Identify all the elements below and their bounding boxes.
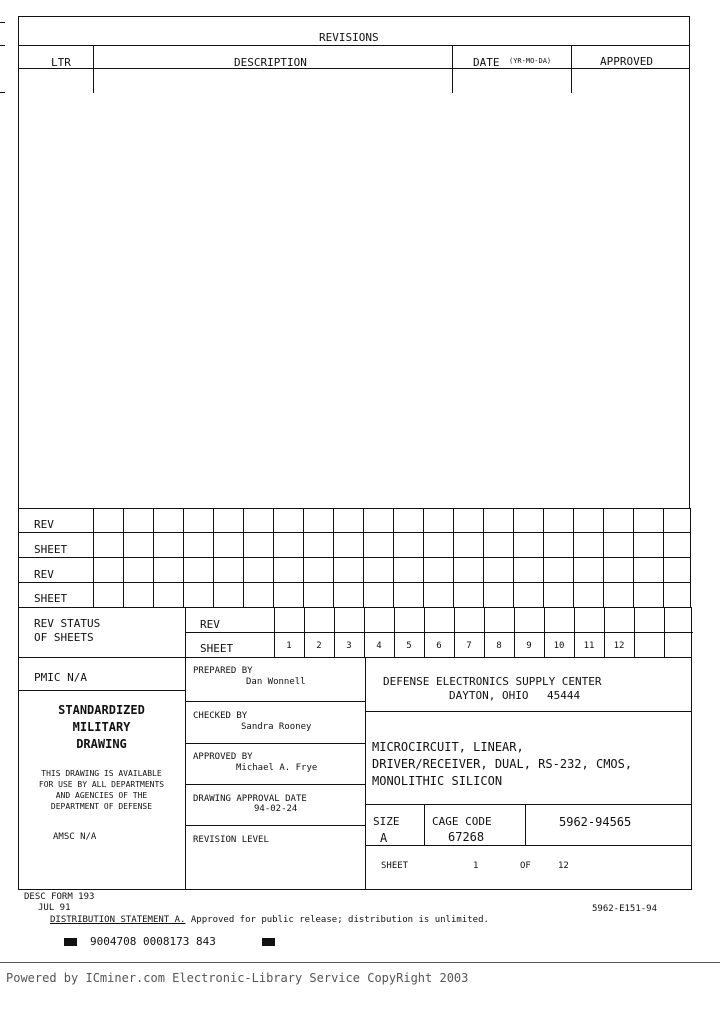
- sheet-number: 2: [316, 641, 322, 651]
- sheet-of-label: OF: [520, 861, 531, 871]
- grid-column-line: [153, 508, 154, 608]
- barcode-text: 9004708 0008173 843: [90, 935, 216, 948]
- date-header: DATE: [473, 56, 500, 69]
- availability-note: THIS DRAWING IS AVAILABLE FOR USE BY ALL DEPARTMENTS AND AGENCIES OF THE DEPARTMENT OF DEFENSE: [38, 769, 165, 811]
- margin-tick: [0, 22, 5, 23]
- grid-column-line: [93, 508, 94, 608]
- sheet-number: 11: [583, 641, 595, 651]
- desc-form-date: JUL 91: [38, 903, 71, 913]
- amsc-label: AMSC N/A: [53, 832, 97, 842]
- status-column-line: [634, 607, 635, 657]
- rev-label-2: REV: [34, 568, 54, 581]
- distribution-label: DISTRIBUTION STATEMENT A.: [50, 915, 186, 925]
- approved-by-name: Michael A. Frye: [236, 763, 318, 773]
- sheet-label-2: SHEET: [34, 592, 68, 605]
- checked-by-label: CHECKED BY: [193, 711, 248, 721]
- cage-code-value: 67268: [448, 830, 485, 844]
- cage-code-label: CAGE CODE: [432, 815, 492, 828]
- grid-column-line: [303, 508, 304, 608]
- grid-column-line: [363, 508, 364, 608]
- grid-column-line: [573, 508, 574, 608]
- grid-column-line: [483, 508, 484, 608]
- status-sheet-label: SHEET: [200, 642, 234, 655]
- size-label: SIZE: [373, 815, 400, 828]
- drawing-title: MICROCIRCUIT, LINEAR, DRIVER/RECEIVER, DUAL, RS-232, CMOS, MONOLITHIC SILICON: [372, 740, 633, 788]
- grid-column-line: [603, 508, 604, 608]
- approved-header: APPROVED: [600, 55, 653, 68]
- sheet-number: 1: [286, 641, 292, 651]
- footer-credit: Powered by ICminer.com Electronic-Library Service CopyRight 2003: [6, 971, 469, 985]
- grid-column-line: [183, 508, 184, 608]
- sheet-number: 12: [613, 641, 625, 651]
- footer-divider: [0, 962, 720, 963]
- grid-column-line: [513, 508, 514, 608]
- approval-date-value: 94-02-24: [254, 804, 298, 814]
- smd-title: STANDARDIZED MILITARY DRAWING: [58, 703, 145, 751]
- grid-column-line: [543, 508, 544, 608]
- revision-level-label: REVISION LEVEL: [193, 835, 269, 845]
- prepared-by-label: PREPARED BY: [193, 666, 253, 676]
- grid-column-line: [213, 508, 214, 608]
- status-column-line: [664, 607, 665, 657]
- sheet-number: 6: [436, 641, 442, 651]
- dscc-name: DEFENSE ELECTRONICS SUPPLY CENTER: [383, 675, 602, 688]
- grid-column-line: [243, 508, 244, 608]
- distribution-statement: [50, 915, 489, 925]
- barcode-block-right: [262, 938, 275, 946]
- grid-column-line: [453, 508, 454, 608]
- rev-label-1: REV: [34, 518, 54, 531]
- grid-column-line: [423, 508, 424, 608]
- grid-column-line: [633, 508, 634, 608]
- status-rev-label: REV: [200, 618, 220, 631]
- grid-column-line: [123, 508, 124, 608]
- size-value: A: [380, 831, 388, 845]
- rev-status-label: REV STATUS: [34, 617, 101, 630]
- desc-form-number: DESC FORM 193: [24, 892, 95, 902]
- margin-tick: [0, 45, 5, 46]
- grid-column-line: [663, 508, 664, 608]
- date-format: (YR-MO-DA): [509, 57, 552, 65]
- sheet-number: 7: [466, 641, 472, 651]
- sheet-number: 10: [553, 641, 565, 651]
- sheet-value: 1: [473, 861, 479, 871]
- sheet-label: SHEET: [381, 861, 409, 871]
- approval-date-label: DRAWING APPROVAL DATE: [193, 794, 307, 804]
- description-header: DESCRIPTION: [234, 56, 307, 69]
- reference-code: 5962-E151-94: [592, 904, 658, 914]
- sheet-number: 3: [346, 641, 352, 651]
- checked-by-name: Sandra Rooney: [241, 722, 312, 732]
- grid-column-line: [273, 508, 274, 608]
- sheet-number: 8: [496, 641, 502, 651]
- grid-column-line: [393, 508, 394, 608]
- dscc-zip: 45444: [547, 689, 581, 702]
- sheet-number: 9: [526, 641, 532, 651]
- sheet-number: 5: [406, 641, 412, 651]
- revisions-title: REVISIONS: [319, 31, 379, 44]
- sheet-total: 12: [558, 861, 569, 871]
- sheet-label-1: SHEET: [34, 543, 68, 556]
- distribution-text: Approved for public release; distribution is unlimited.: [190, 915, 489, 925]
- grid-column-line: [333, 508, 334, 608]
- of-sheets-label: OF SHEETS: [34, 631, 94, 644]
- prepared-by-name: Dan Wonnell: [246, 677, 306, 687]
- dscc-city: DAYTON, OHIO: [449, 689, 529, 702]
- approved-by-label: APPROVED BY: [193, 752, 253, 762]
- margin-tick: [0, 92, 5, 93]
- sheet-number: 4: [376, 641, 382, 651]
- drawing-number: 5962-94565: [559, 815, 632, 829]
- grid-column-line: [690, 508, 691, 608]
- barcode-block-left: [64, 938, 77, 946]
- ltr-header: LTR: [51, 56, 71, 69]
- pmic-label: PMIC N/A: [34, 671, 87, 684]
